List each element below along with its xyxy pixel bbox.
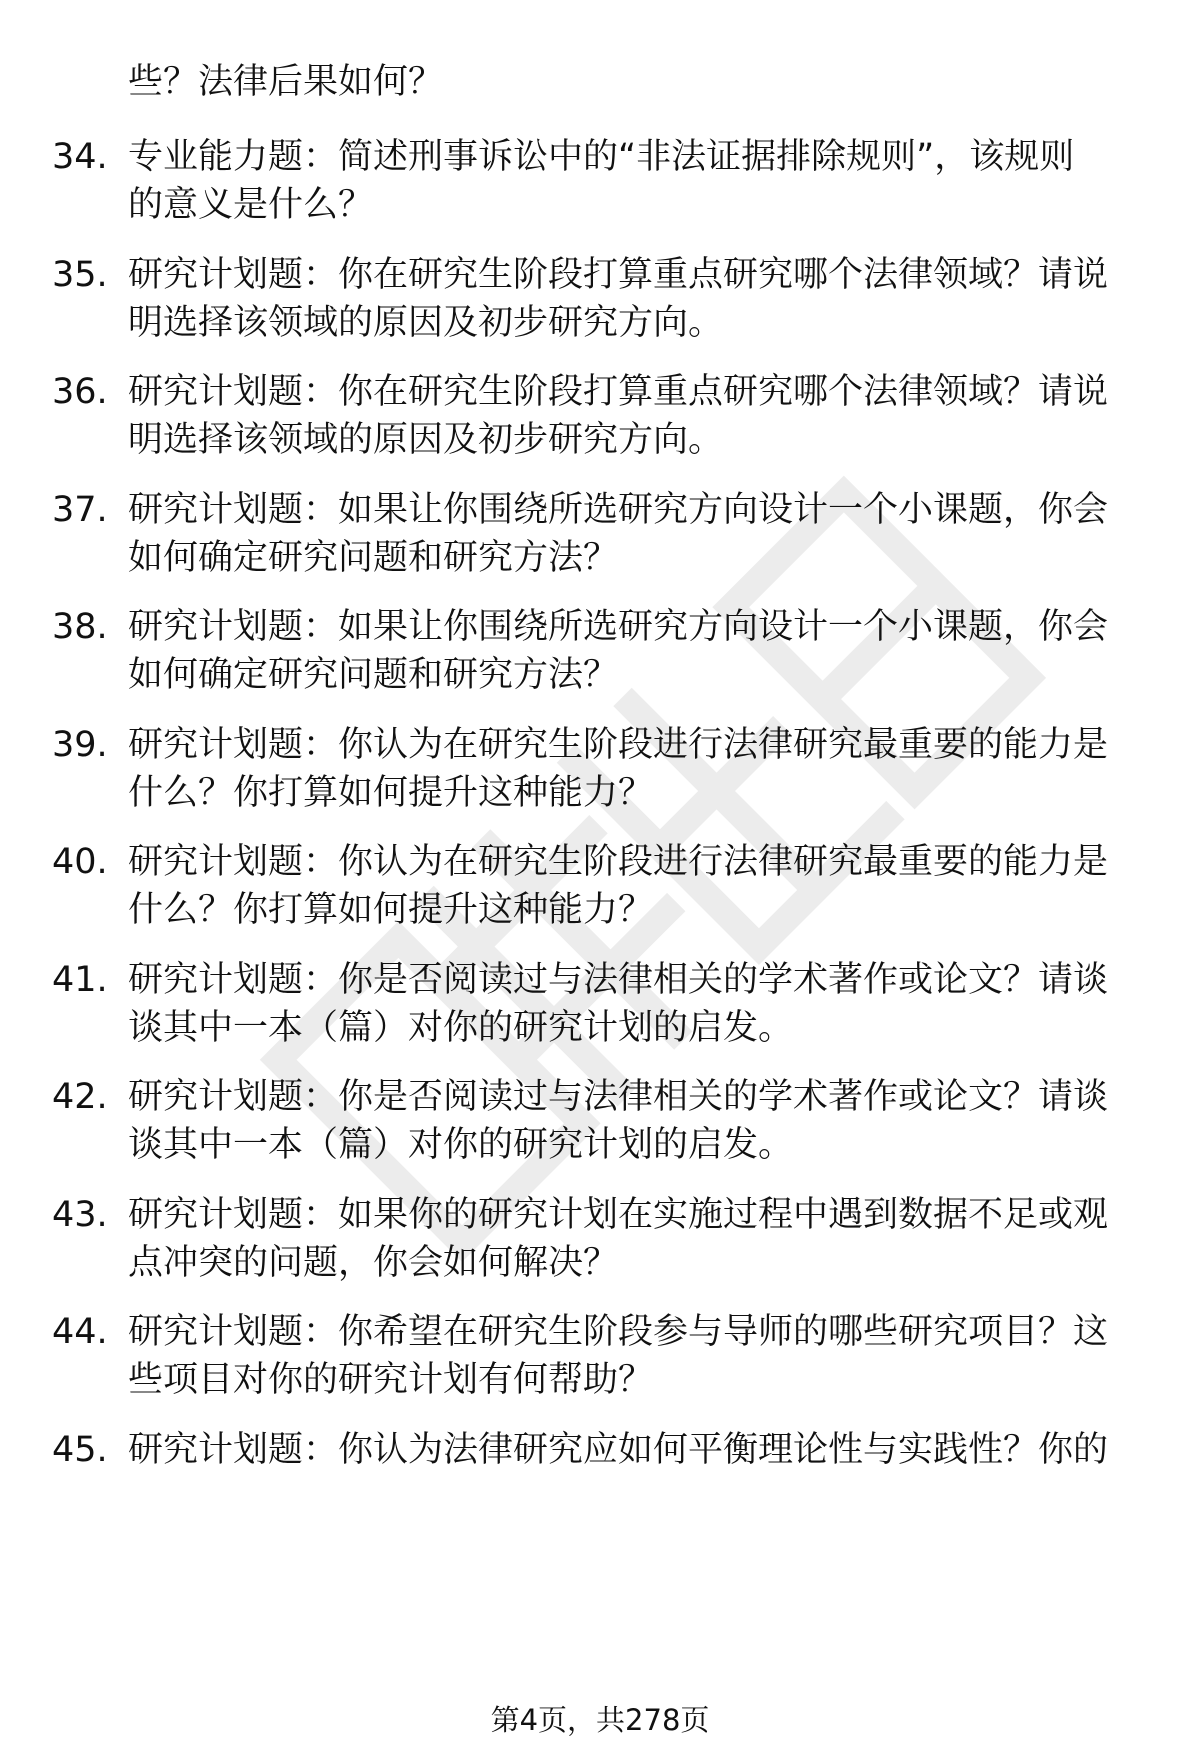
question-text: 研究计划题：你在研究生阶段打算重点研究哪个法律领域？请说 明选择该领域的原因及初步研究方向。 (128, 255, 1109, 343)
question-text: 研究计划题：你是否阅读过与法律相关的学术著作或论文？请谈 谈其中一本（篇）对你的研究计划的启发。 (128, 960, 1109, 1048)
question-text: 研究计划题：你是否阅读过与法律相关的学术著作或论文？请谈 谈其中一本（篇）对你的研究计划的启发。 (128, 1077, 1109, 1165)
question-number: 40. (52, 842, 108, 882)
question-number: 42. (52, 1077, 108, 1117)
question-number: 37. (52, 490, 108, 530)
continuation-text: 些？法律后果如何？ (128, 62, 444, 102)
question-number: 39. (52, 725, 108, 765)
question-number: 38. (52, 607, 108, 647)
question-number: 35. (52, 255, 108, 295)
question-text: 研究计划题：你认为在研究生阶段进行法律研究最重要的能力是 什么？你打算如何提升这种能力？ (128, 842, 1109, 930)
question-number: 36. (52, 372, 108, 412)
question-text: 研究计划题：你希望在研究生阶段参与导师的哪些研究项目？这 些项目对你的研究计划有何帮助？ (128, 1312, 1109, 1400)
question-number: 41. (52, 960, 108, 1000)
question-number: 45. (52, 1430, 108, 1470)
question-text: 专业能力题：简述刑事诉讼中的“非法证据排除规则”，该规则 的意义是什么？ (128, 137, 1075, 225)
question-text: 研究计划题：你认为在研究生阶段进行法律研究最重要的能力是 什么？你打算如何提升这种能力？ (128, 725, 1109, 813)
question-text: 研究计划题：如果让你围绕所选研究方向设计一个小课题，你会 如何确定研究问题和研究方法？ (128, 490, 1109, 578)
page-footer: 第4页，共278页 (490, 1703, 710, 1737)
question-text: 研究计划题：你认为法律研究应如何平衡理论性与实践性？你的 (128, 1430, 1109, 1470)
question-text: 研究计划题：如果你的研究计划在实施过程中遇到数据不足或观 点冲突的问题，你会如何解决？ (128, 1195, 1109, 1283)
question-number: 44. (52, 1312, 108, 1352)
question-number: 34. (52, 137, 108, 177)
question-text: 研究计划题：如果让你围绕所选研究方向设计一个小课题，你会 如何确定研究问题和研究方法？ (128, 607, 1109, 695)
question-number: 43. (52, 1195, 108, 1235)
question-text: 研究计划题：你在研究生阶段打算重点研究哪个法律领域？请说 明选择该领域的原因及初步研究方向。 (128, 372, 1109, 460)
